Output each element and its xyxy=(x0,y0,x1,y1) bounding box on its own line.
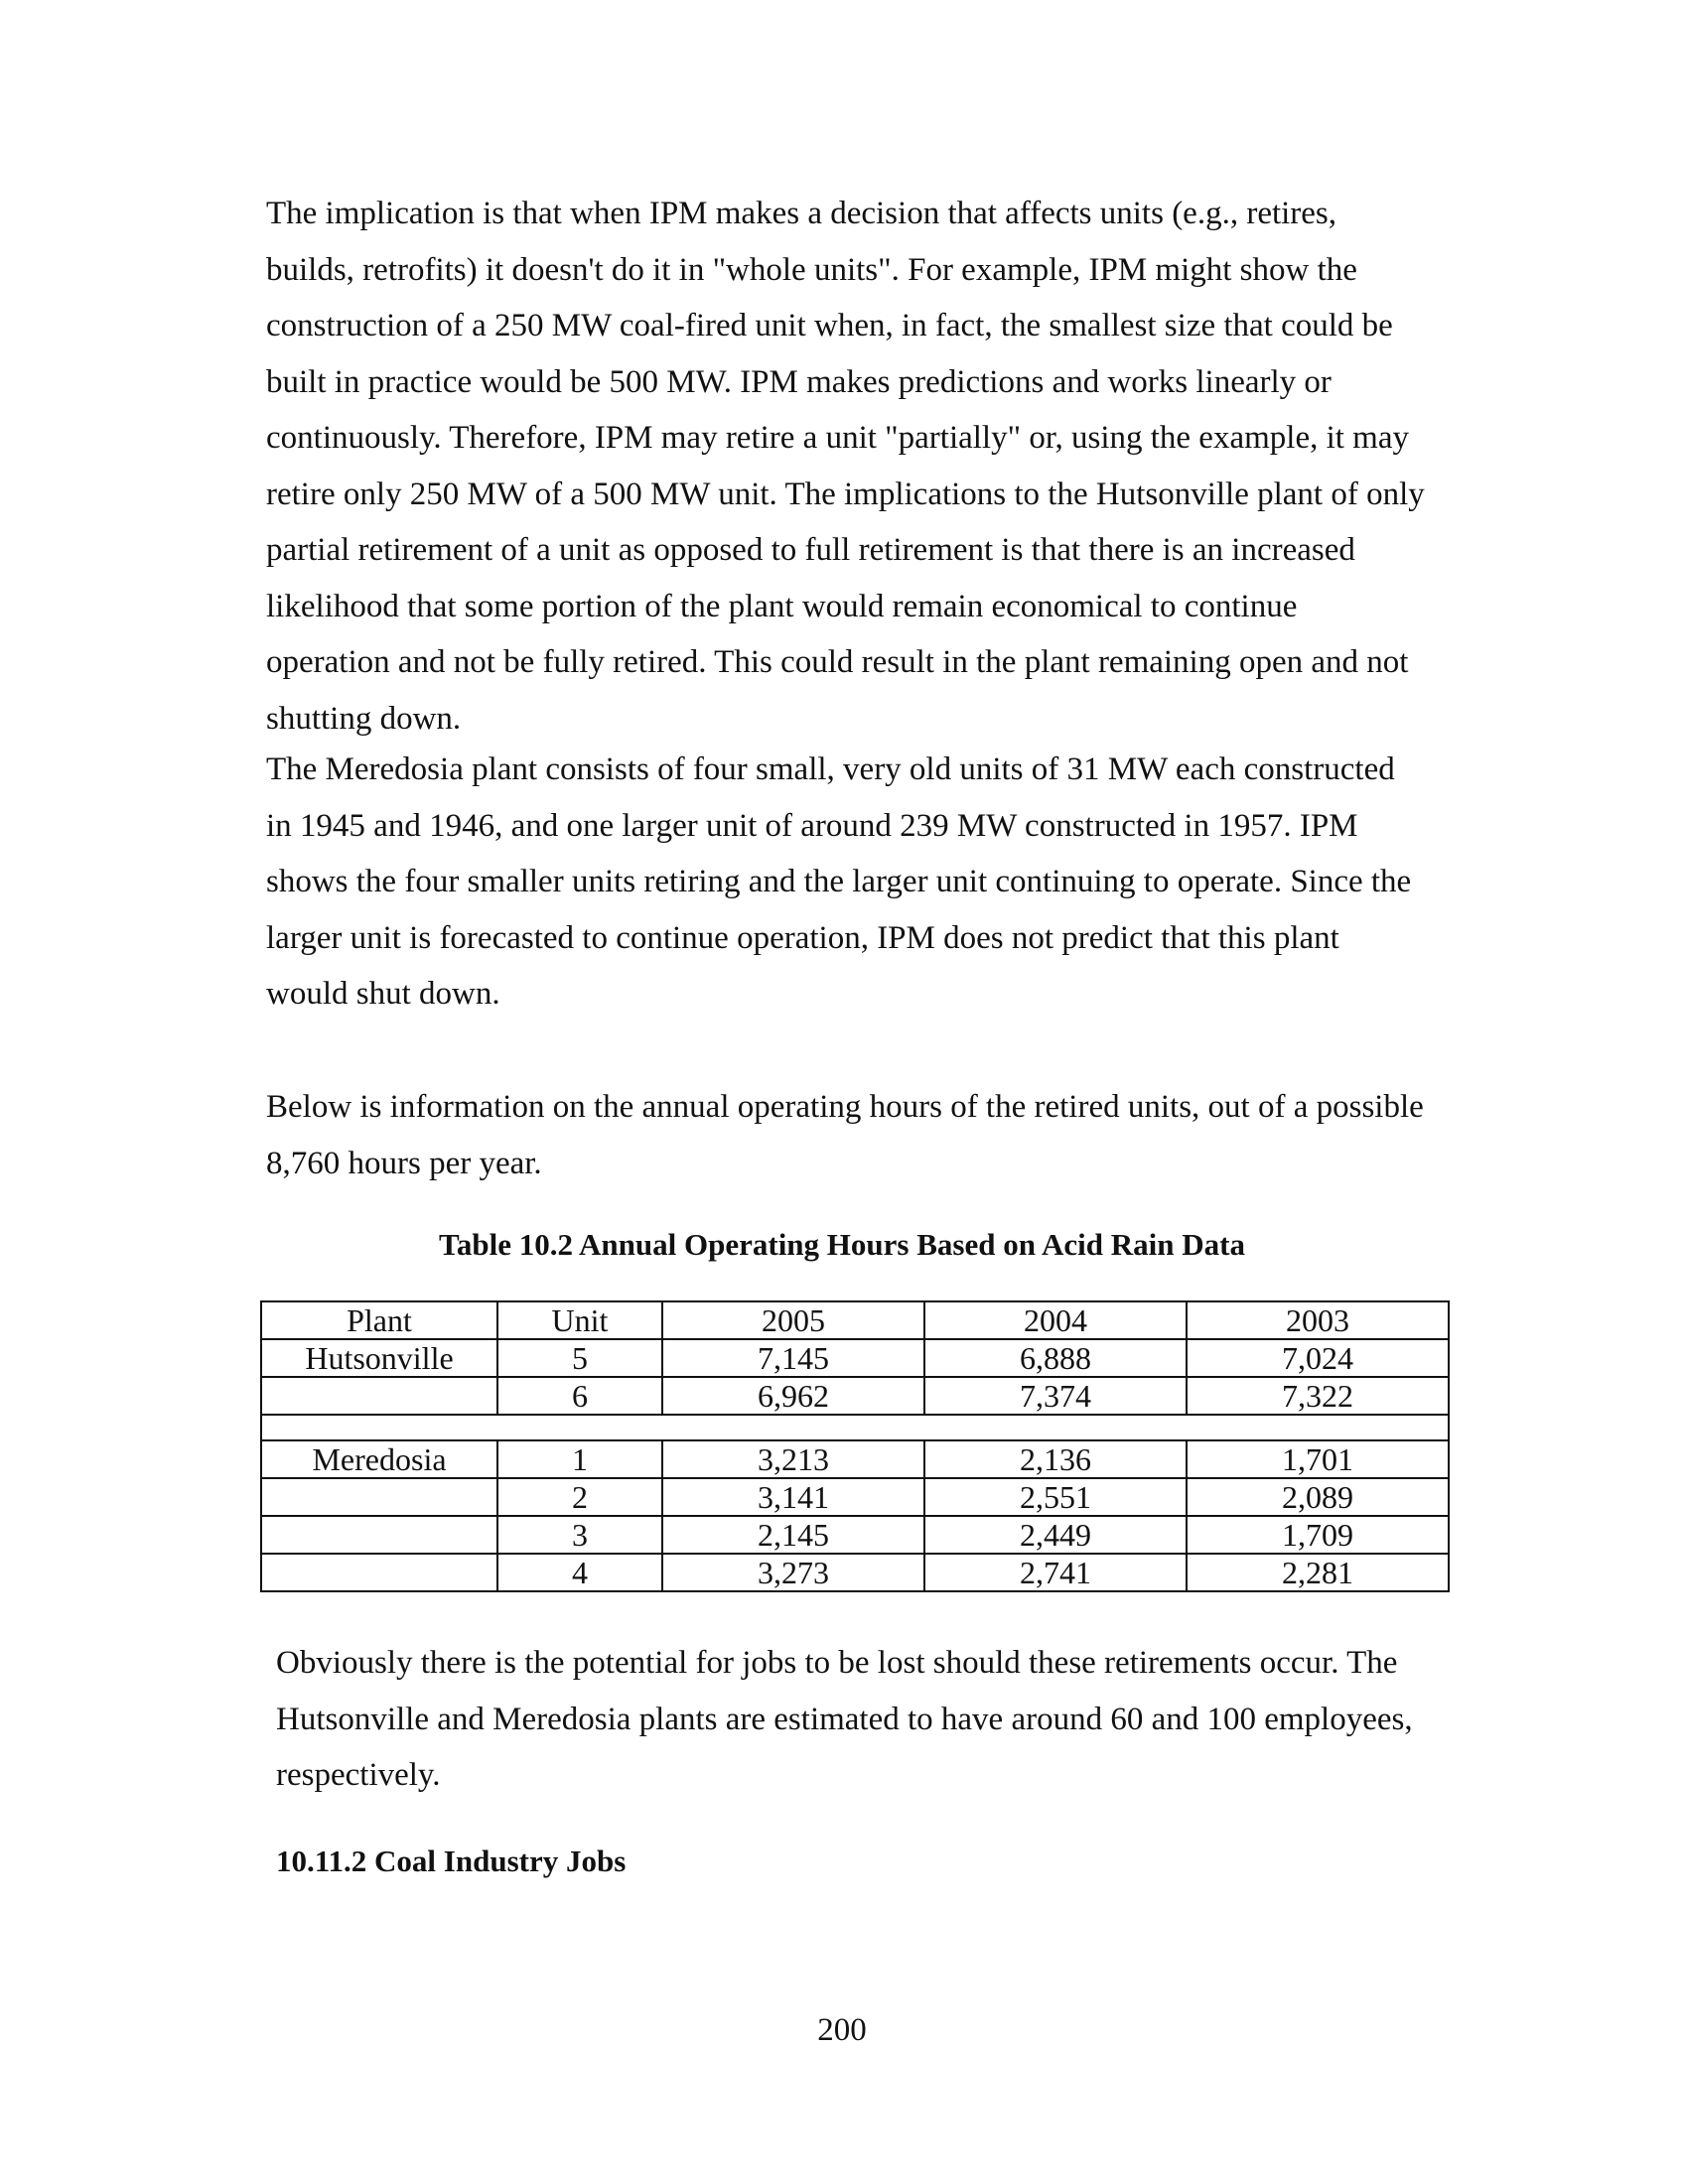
table-row xyxy=(261,1339,1449,1377)
cell-unit: 3 xyxy=(497,1516,662,1554)
header-2005: 2005 xyxy=(662,1301,924,1339)
cell-plant xyxy=(261,1478,497,1516)
cell-2003: 1,709 xyxy=(1187,1516,1449,1554)
cell-2004: 2,551 xyxy=(924,1478,1187,1516)
cell-2005: 2,145 xyxy=(662,1516,924,1554)
paragraph-operating-hours-intro: Below is information on the annual operating hours of the retired units, out of a possible 8,760 hours per year. xyxy=(266,1089,1424,1181)
cell-plant xyxy=(261,1554,497,1591)
table-row xyxy=(261,1516,1449,1554)
table-row xyxy=(261,1440,1449,1478)
page-number: 200 xyxy=(817,2012,867,2048)
cell-2004: 2,741 xyxy=(924,1554,1187,1591)
cell-2005: 3,213 xyxy=(662,1440,924,1478)
header-2003: 2003 xyxy=(1187,1301,1449,1339)
table-row xyxy=(261,1478,1449,1516)
cell-2003: 1,701 xyxy=(1187,1440,1449,1478)
cell-unit: 4 xyxy=(497,1554,662,1591)
cell-2005: 6,962 xyxy=(662,1377,924,1415)
header-unit: Unit xyxy=(497,1301,662,1339)
cell-2004: 6,888 xyxy=(924,1339,1187,1377)
cell-2004: 7,374 xyxy=(924,1377,1187,1415)
cell-plant: Hutsonville xyxy=(261,1339,497,1377)
table-row xyxy=(261,1377,1449,1415)
cell-unit: 5 xyxy=(497,1339,662,1377)
cell-2003: 7,322 xyxy=(1187,1377,1449,1415)
paragraph-jobs-potential: Obviously there is the potential for jobs to be lost should these retirements occur. The Hutsonville and Meredosia plants are estimated to have around 60 and 100 employees, respectively. xyxy=(276,1645,1413,1793)
paragraph-meredosia-plant: The Meredosia plant consists of four small, very old units of 31 MW each constructed in 1945 and 1946, and one larger unit of around 239 MW constructed in 1957. IPM shows the four smaller units retiring and the larger unit continuing to operate. Since the larger unit is forecasted to continue operation, IPM does not predict that this plant would shut down. xyxy=(266,751,1412,1012)
cell-2004: 2,136 xyxy=(924,1440,1187,1478)
operating-hours-table xyxy=(260,1300,1450,1592)
cell-2005: 3,273 xyxy=(662,1554,924,1591)
cell-plant xyxy=(261,1377,497,1415)
table-row xyxy=(261,1554,1449,1591)
cell-2004: 2,449 xyxy=(924,1516,1187,1554)
cell-2003: 2,089 xyxy=(1187,1478,1449,1516)
table-header-row xyxy=(261,1301,1449,1339)
table-caption: Table 10.2 Annual Operating Hours Based on Acid Rain Data xyxy=(439,1227,1245,1262)
cell-unit: 1 xyxy=(497,1440,662,1478)
cell-plant xyxy=(261,1516,497,1554)
cell-unit: 2 xyxy=(497,1478,662,1516)
header-plant: Plant xyxy=(261,1301,497,1339)
header-2004: 2004 xyxy=(924,1301,1187,1339)
cell-plant: Meredosia xyxy=(261,1440,497,1478)
cell-unit: 6 xyxy=(497,1377,662,1415)
spacer-cell xyxy=(261,1415,1449,1440)
cell-2003: 2,281 xyxy=(1187,1554,1449,1591)
cell-2003: 7,024 xyxy=(1187,1339,1449,1377)
table-spacer-row xyxy=(261,1415,1449,1440)
paragraph-ipm-implications: The implication is that when IPM makes a decision that affects units (e.g., retires, builds, retrofits) it doesn't do it in "whole units". For example, IPM might show the construction of a 250 MW coal-fired unit when, in fact, the smallest size that could be built in practice would be 500 MW. IPM makes predictions and works linearly or continuously. Therefore, IPM may retire a unit "partially" or, using the example, it may retire only 250 MW of a 500 MW unit. The implications to the Hutsonville plant of only partial retirement of a unit as opposed to full retirement is that there is an increased likelihood that some portion of the plant would remain economical to continue operation and not be fully retired. This could result in the plant remaining open and not shutting down. xyxy=(266,196,1425,737)
section-heading: 10.11.2 Coal Industry Jobs xyxy=(276,1843,627,1878)
cell-2005: 3,141 xyxy=(662,1478,924,1516)
cell-2005: 7,145 xyxy=(662,1339,924,1377)
